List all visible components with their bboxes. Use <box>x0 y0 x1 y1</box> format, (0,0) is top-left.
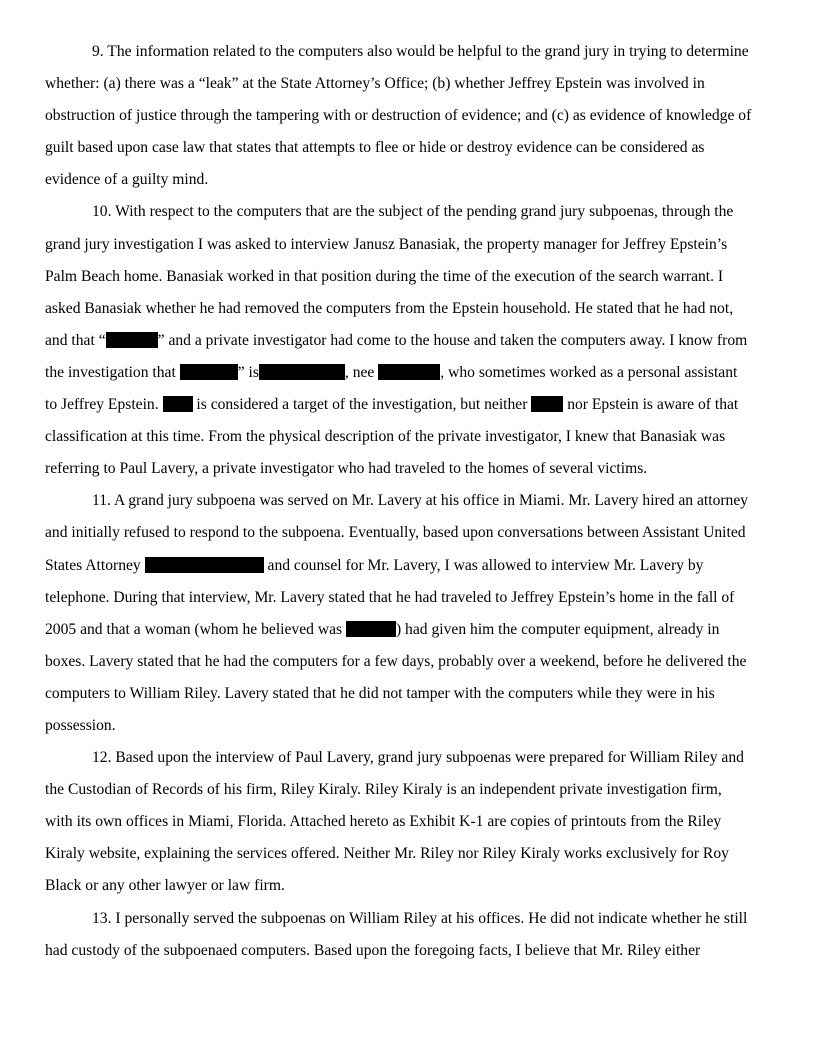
text-segment: to Jeffrey Epstein. <box>45 396 163 414</box>
text-segment: 11. A grand jury subpoena was served on Mr. Lavery at his office in Miami. Mr. Lavery hired an attorney <box>92 492 749 510</box>
text-line <box>45 710 775 742</box>
text-line <box>45 453 775 485</box>
paragraph-p12 <box>45 742 775 902</box>
text-segment: nor Epstein is aware of that <box>563 396 739 414</box>
text-segment: the Custodian of Records of his firm, Riley Kiraly. Riley Kiraly is an independent private investigation firm, <box>45 781 722 799</box>
text-line <box>45 36 775 68</box>
text-line <box>45 903 775 935</box>
paragraph-p13 <box>45 903 775 967</box>
redaction-box <box>145 557 264 573</box>
text-segment: ” is <box>237 363 259 381</box>
text-line <box>45 196 775 228</box>
text-line <box>45 935 775 967</box>
text-segment: guilt based upon case law that states that attempts to flee or hide or destroy evidence can be considered as <box>45 139 705 157</box>
text-line <box>45 774 775 806</box>
redaction-box <box>259 364 345 380</box>
text-line <box>45 132 775 164</box>
text-segment: asked Banasiak whether he had removed the computers from the Epstein household. He stated that he had not, <box>45 299 734 317</box>
text-line <box>45 389 775 421</box>
text-line <box>45 485 775 517</box>
text-line <box>45 261 775 293</box>
text-line <box>45 68 775 100</box>
text-segment: classification at this time. From the physical description of the private investigator, I knew that Banasiak was <box>45 428 726 446</box>
redaction-box <box>531 396 563 412</box>
text-line <box>45 838 775 870</box>
text-line <box>45 614 775 646</box>
text-segment: 2005 and that a woman (whom he believed was <box>45 620 346 638</box>
text-segment: evidence of a guilty mind. <box>45 171 209 189</box>
text-line <box>45 164 775 196</box>
text-line <box>45 550 775 582</box>
text-segment: referring to Paul Lavery, a private investigator who had traveled to the homes of several victims. <box>45 460 648 478</box>
text-segment: Kiraly website, explaining the services offered. Neither Mr. Riley nor Riley Kiraly works exclusively for Roy <box>45 845 729 863</box>
paragraph-p11 <box>45 485 775 742</box>
text-line <box>45 678 775 710</box>
redaction-box <box>163 396 193 412</box>
text-segment: Black or any other lawyer or law firm. <box>45 877 285 895</box>
text-segment: the investigation that <box>45 363 180 381</box>
text-segment: had custody of the subpoenaed computers. Based upon the foregoing facts, I believe that Mr. Riley either <box>45 941 701 959</box>
text-line <box>45 806 775 838</box>
text-segment: ) had given him the computer equipment, already in <box>395 620 720 638</box>
redaction-box <box>180 364 238 380</box>
text-line <box>45 517 775 549</box>
text-segment: and counsel for Mr. Lavery, I was allowed to interview Mr. Lavery by <box>263 556 704 574</box>
text-line <box>45 357 775 389</box>
redaction-box <box>106 332 158 348</box>
text-line <box>45 421 775 453</box>
text-line <box>45 100 775 132</box>
text-line <box>45 293 775 325</box>
text-segment: with its own offices in Miami, Florida. Attached hereto as Exhibit K-1 are copies of printouts from the Riley <box>45 813 722 831</box>
text-line <box>45 325 775 357</box>
paragraph-p10 <box>45 196 775 485</box>
text-line <box>45 742 775 774</box>
text-segment: telephone. During that interview, Mr. Lavery stated that he had traveled to Jeffrey Epstein’s home in the fall of <box>45 588 735 606</box>
text-segment: Palm Beach home. Banasiak worked in that position during the time of the execution of the search warrant. I <box>45 267 724 285</box>
text-segment: 9. The information related to the computers also would be helpful to the grand jury in trying to determine <box>92 43 749 60</box>
text-segment: 13. I personally served the subpoenas on William Riley at his offices. He did not indicate whether he still <box>92 909 748 927</box>
redaction-box <box>346 621 396 637</box>
text-segment: is considered a target of the investigation, but neither <box>192 396 532 414</box>
text-segment: grand jury investigation I was asked to interview Janusz Banasiak, the property manager for Jeffrey Epstein’s <box>45 235 728 253</box>
text-line <box>45 229 775 261</box>
redaction-box <box>378 364 440 380</box>
text-segment: possession. <box>45 716 116 734</box>
text-segment: 10. With respect to the computers that are the subject of the pending grand jury subpoenas, through the <box>92 203 734 221</box>
text-segment: and initially refused to respond to the subpoena. Eventually, based upon conversations between Assistant United <box>45 524 746 542</box>
text-segment: , nee <box>344 363 379 381</box>
text-segment: States Attorney <box>45 556 145 574</box>
paragraph-p9 <box>45 36 775 196</box>
text-line <box>45 646 775 678</box>
text-segment: , who sometimes worked as a personal assistant <box>440 363 738 381</box>
text-segment: computers to William Riley. Lavery stated that he did not tamper with the computers while they were in his <box>45 684 715 702</box>
text-line <box>45 582 775 614</box>
text-segment: and that “ <box>45 331 106 349</box>
text-segment: 12. Based upon the interview of Paul Lavery, grand jury subpoenas were prepared for William Riley and <box>92 749 744 767</box>
text-segment: ” and a private investigator had come to the house and taken the computers away. I know from <box>157 331 748 349</box>
text-segment: boxes. Lavery stated that he had the computers for a few days, probably over a weekend, before he delivered the <box>45 652 747 670</box>
document-page <box>45 36 775 967</box>
text-segment: whether: (a) there was a “leak” at the State Attorney’s Office; (b) whether Jeffrey Epstein was involved in <box>45 75 705 93</box>
text-segment: obstruction of justice through the tampering with or destruction of evidence; and (c) as evidence of knowledge of <box>45 107 752 125</box>
text-line <box>45 870 775 902</box>
